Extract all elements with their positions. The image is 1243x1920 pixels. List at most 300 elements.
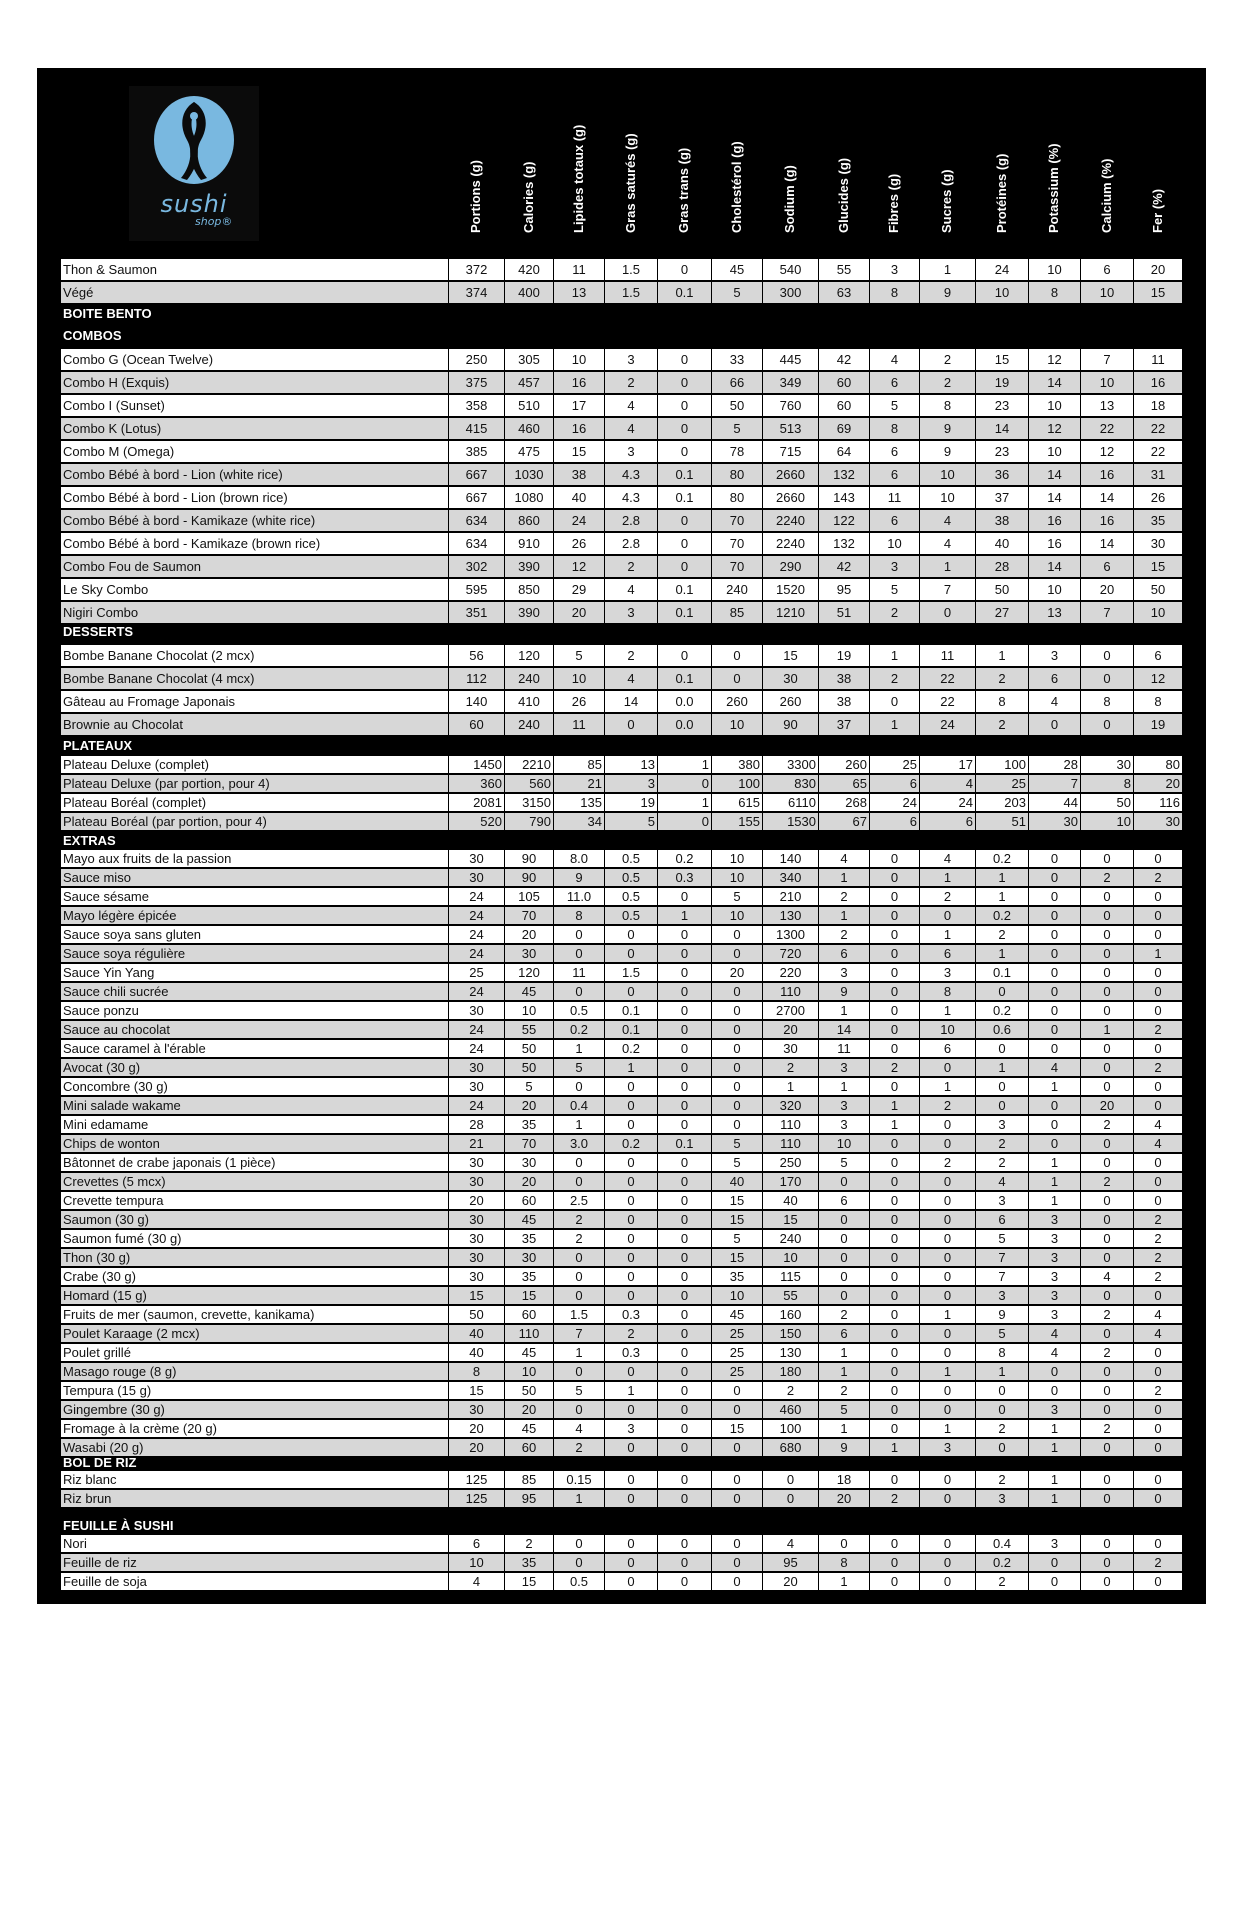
nutrient-value: 0 [919, 1471, 975, 1488]
logo-subtitle: shop® [195, 215, 233, 228]
nutrient-value: 0 [604, 1287, 657, 1304]
table-row [61, 1040, 1182, 1058]
nutrient-value: 1 [919, 1002, 975, 1019]
nutrient-value: 1 [818, 1573, 869, 1590]
nutrition-sheet [37, 68, 1206, 1604]
item-name: Combo Bébé à bord - Kamikaze (white rice) [63, 513, 316, 528]
nutrient-value: 3300 [762, 756, 818, 773]
nutrient-value: 3 [1028, 1535, 1080, 1552]
nutrient-value: 0 [919, 1211, 975, 1228]
nutrient-value: 24 [975, 259, 1028, 280]
nutrient-value: 0 [869, 1249, 919, 1266]
nutrient-value: 5 [553, 1382, 604, 1399]
table-row [61, 1059, 1182, 1077]
nutrient-value: 10 [504, 1002, 553, 1019]
item-name: Mayo aux fruits de la passion [63, 851, 232, 866]
nutrient-value: 7 [1080, 602, 1133, 623]
nutrient-value: 374 [448, 282, 504, 303]
nutrient-value: 3 [975, 1192, 1028, 1209]
nutrient-value: 120 [504, 645, 553, 666]
nutrient-value: 2.5 [553, 1192, 604, 1209]
nutrient-value: 1 [869, 1116, 919, 1133]
nutrient-value: 23 [975, 395, 1028, 416]
nutrient-value: 4 [604, 668, 657, 689]
nutrient-value: 6 [818, 1325, 869, 1342]
nutrient-value: 0 [711, 1401, 762, 1418]
nutrient-value: 1 [1028, 1420, 1080, 1437]
nutrient-value: 0 [975, 1401, 1028, 1418]
nutrient-value: 5 [975, 1230, 1028, 1247]
nutrient-value: 16 [1028, 533, 1080, 554]
nutrient-value: 10 [553, 349, 604, 370]
nutrient-value: 9 [818, 983, 869, 1000]
nutrient-value: 50 [504, 1059, 553, 1076]
nutrient-value: 9 [975, 1306, 1028, 1323]
nutrient-value: 0 [711, 983, 762, 1000]
nutrient-value: 1 [818, 1344, 869, 1361]
nutrient-value: 0 [919, 1535, 975, 1552]
nutrient-value: 12 [1133, 668, 1182, 689]
nutrient-value: 20 [448, 1420, 504, 1437]
nutrient-value: 80 [711, 487, 762, 508]
nutrient-value: 0 [919, 602, 975, 623]
nutrient-value: 15 [711, 1192, 762, 1209]
nutrient-value: 40 [975, 533, 1028, 554]
nutrient-value: 11 [553, 259, 604, 280]
table-row [61, 964, 1182, 982]
table-row [61, 487, 1182, 509]
nutrient-value: 1 [919, 556, 975, 577]
nutrient-value: 8 [1133, 691, 1182, 712]
nutrient-value: 0 [1080, 1573, 1133, 1590]
nutrient-value: 20 [504, 1401, 553, 1418]
section-title: PLATEAUX [63, 738, 133, 753]
nutrient-value: 60 [504, 1439, 553, 1456]
nutrient-value: 20 [762, 1573, 818, 1590]
nutrient-value: 0 [657, 510, 711, 531]
nutrient-value: 2 [1080, 869, 1133, 886]
nutrient-value: 90 [504, 850, 553, 867]
nutrient-value: 35 [504, 1268, 553, 1285]
nutrient-value: 110 [762, 1135, 818, 1152]
item-name: Plateau Deluxe (complet) [63, 757, 209, 772]
nutrient-value: 0 [553, 1268, 604, 1285]
nutrient-value: 35 [1133, 510, 1182, 531]
nutrient-value: 0 [869, 1154, 919, 1171]
nutrient-value: 15 [504, 1287, 553, 1304]
nutrient-value: 78 [711, 441, 762, 462]
nutrient-value: 2 [1080, 1116, 1133, 1133]
nutrient-value: 0 [919, 1059, 975, 1076]
nutrient-value: 55 [818, 259, 869, 280]
nutrient-value: 1 [818, 1002, 869, 1019]
nutrient-value: 1 [604, 1059, 657, 1076]
table-row [61, 813, 1182, 831]
nutrient-value: 0 [1028, 1097, 1080, 1114]
table-row [61, 794, 1182, 812]
nutrient-value: 11.0 [553, 888, 604, 905]
nutrient-value: 22 [1133, 418, 1182, 439]
nutrient-value: 3 [604, 1420, 657, 1437]
nutrient-value: 0 [1133, 1192, 1182, 1209]
table-row [61, 1268, 1182, 1286]
nutrient-value: 30 [448, 1173, 504, 1190]
nutrient-value: 0.1 [657, 579, 711, 600]
table-row [61, 1097, 1182, 1115]
nutrient-value: 0.1 [657, 282, 711, 303]
nutrient-value: 30 [448, 1401, 504, 1418]
nutrient-value: 0 [1028, 1116, 1080, 1133]
nutrient-value: 125 [448, 1471, 504, 1488]
nutrient-value: 0 [1133, 1439, 1182, 1456]
nutrient-value: 0 [604, 1490, 657, 1507]
nutrient-value: 0 [1028, 1382, 1080, 1399]
nutrient-value: 0.1 [604, 1021, 657, 1038]
nutrient-value: 3 [604, 349, 657, 370]
nutrient-value: 10 [711, 907, 762, 924]
nutrient-value: 850 [504, 579, 553, 600]
nutrient-value: 615 [711, 794, 762, 811]
item-name: Sauce ponzu [63, 1003, 139, 1018]
nutrient-value: 0 [657, 1573, 711, 1590]
table-row [61, 1135, 1182, 1153]
nutrient-value: 0 [869, 1401, 919, 1418]
nutrient-value: 10 [1133, 602, 1182, 623]
column-header-label: Fibres (g) [886, 173, 901, 233]
column-header-label: Protéines (g) [993, 153, 1009, 233]
item-name: Fromage à la crème (20 g) [63, 1421, 217, 1436]
nutrient-value: 115 [762, 1268, 818, 1285]
nutrient-value: 60 [818, 372, 869, 393]
nutrient-value: 50 [504, 1040, 553, 1057]
item-name: Sauce miso [63, 870, 131, 885]
nutrient-value: 0 [1080, 850, 1133, 867]
nutrient-value: 4 [1080, 1268, 1133, 1285]
nutrient-value: 6 [919, 945, 975, 962]
nutrient-value: 5 [869, 395, 919, 416]
column-header-label: Calcium (%) [1098, 158, 1114, 233]
nutrient-value: 0 [553, 1401, 604, 1418]
nutrient-value: 0 [657, 1420, 711, 1437]
nutrient-value: 0 [919, 907, 975, 924]
nutrient-value: 0 [975, 983, 1028, 1000]
nutrient-value: 0.2 [975, 907, 1028, 924]
item-name: Combo G (Ocean Twelve) [63, 352, 214, 367]
nutrient-value: 60 [448, 714, 504, 735]
nutrient-value: 8 [975, 691, 1028, 712]
nutrient-value: 0 [869, 1554, 919, 1571]
nutrient-value: 10 [448, 1554, 504, 1571]
nutrient-value: 460 [504, 418, 553, 439]
nutrient-value: 0.3 [604, 1306, 657, 1323]
nutrient-value: 4 [604, 395, 657, 416]
nutrient-value: 70 [711, 556, 762, 577]
nutrient-value: 30 [448, 1078, 504, 1095]
nutrient-value: 36 [975, 464, 1028, 485]
nutrient-value: 203 [975, 794, 1028, 811]
nutrient-value: 0 [919, 1173, 975, 1190]
nutrient-value: 6 [1080, 259, 1133, 280]
nutrient-value: 0 [818, 1535, 869, 1552]
nutrient-value: 10 [1080, 372, 1133, 393]
item-name: Combo H (Exquis) [63, 375, 170, 390]
nutrient-value: 3 [818, 1059, 869, 1076]
nutrient-value: 22 [919, 691, 975, 712]
nutrient-value: 250 [762, 1154, 818, 1171]
table-row [61, 714, 1182, 736]
nutrient-value: 0 [1080, 1059, 1133, 1076]
nutrient-value: 6 [869, 775, 919, 792]
nutrient-value: 0.5 [553, 1573, 604, 1590]
nutrient-value: 8 [1080, 775, 1133, 792]
nutrient-value: 3 [604, 602, 657, 623]
column-header-label: Cholestérol (g) [728, 141, 744, 233]
nutrient-value: 45 [504, 1211, 553, 1228]
nutrient-value: 0.2 [604, 1135, 657, 1152]
nutrient-value: 30 [1133, 533, 1182, 554]
nutrient-value: 38 [818, 668, 869, 689]
nutrient-value: 0 [657, 1268, 711, 1285]
nutrient-value: 0 [711, 1554, 762, 1571]
table-row [61, 1382, 1182, 1400]
nutrient-value: 14 [1028, 372, 1080, 393]
nutrient-value: 6 [1133, 645, 1182, 666]
nutrient-value: 0 [1028, 1135, 1080, 1152]
nutrient-value: 2 [919, 1154, 975, 1171]
nutrient-value: 4 [1028, 1325, 1080, 1342]
column-header-label: Potassium (%) [1046, 143, 1061, 233]
nutrient-value: 116 [1133, 794, 1182, 811]
nutrient-value: 910 [504, 533, 553, 554]
nutrient-value: 2 [869, 1059, 919, 1076]
table-row [61, 691, 1182, 713]
nutrient-value: 3 [1028, 645, 1080, 666]
nutrient-value: 0 [1133, 1535, 1182, 1552]
nutrition-table [37, 68, 1206, 1604]
nutrient-value: 415 [448, 418, 504, 439]
table-row [61, 983, 1182, 1001]
nutrient-value: 25 [711, 1344, 762, 1361]
item-name: Bombe Banane Chocolat (4 mcx) [63, 671, 255, 686]
nutrient-value: 5 [818, 1154, 869, 1171]
nutrient-value: 0 [553, 1535, 604, 1552]
nutrient-value: 1 [975, 888, 1028, 905]
nutrient-value: 0 [1133, 1344, 1182, 1361]
nutrient-value: 14 [1080, 533, 1133, 554]
nutrient-value: 1 [919, 1306, 975, 1323]
nutrient-value: 0 [604, 1401, 657, 1418]
nutrient-value: 240 [762, 1230, 818, 1247]
nutrient-value: 6 [818, 1192, 869, 1209]
nutrient-value: 20 [711, 964, 762, 981]
nutrient-value: 0.2 [553, 1021, 604, 1038]
nutrient-value: 11 [818, 1040, 869, 1057]
nutrient-value: 634 [448, 510, 504, 531]
nutrient-value: 2 [869, 602, 919, 623]
nutrient-value: 25 [448, 964, 504, 981]
nutrient-value: 8 [975, 1344, 1028, 1361]
item-name: Saumon fumé (30 g) [63, 1231, 182, 1246]
nutrient-value: 4 [1133, 1135, 1182, 1152]
table-row [61, 464, 1182, 486]
nutrient-value: 2 [919, 372, 975, 393]
nutrient-value: 0 [711, 1002, 762, 1019]
nutrient-value: 1 [975, 645, 1028, 666]
nutrient-value: 8.0 [553, 850, 604, 867]
nutrient-value: 2660 [762, 487, 818, 508]
nutrient-value: 4.3 [604, 464, 657, 485]
nutrient-value: 0 [657, 1535, 711, 1552]
item-name: Poulet Karaage (2 mcx) [63, 1326, 200, 1341]
nutrient-value: 0 [657, 1344, 711, 1361]
nutrient-value: 0 [604, 1268, 657, 1285]
nutrient-value: 2 [553, 1230, 604, 1247]
nutrient-value: 24 [448, 926, 504, 943]
nutrient-value: 0 [1080, 645, 1133, 666]
nutrient-value: 0 [919, 1490, 975, 1507]
nutrient-value: 1 [1028, 1490, 1080, 1507]
nutrient-value: 0 [657, 1249, 711, 1266]
nutrient-value: 15 [762, 645, 818, 666]
table-row [61, 1002, 1182, 1020]
nutrient-value: 372 [448, 259, 504, 280]
nutrient-value: 0 [657, 926, 711, 943]
table-row [61, 1306, 1182, 1324]
nutrient-value: 10 [762, 1249, 818, 1266]
nutrient-value: 0 [657, 1059, 711, 1076]
nutrient-value: 790 [504, 813, 553, 830]
item-name: Homard (15 g) [63, 1288, 147, 1303]
nutrient-value: 16 [1028, 510, 1080, 531]
nutrient-value: 8 [818, 1554, 869, 1571]
nutrient-value: 2 [1133, 1554, 1182, 1571]
table-row [61, 907, 1182, 925]
nutrient-value: 1 [869, 1439, 919, 1456]
item-name: Gingembre (30 g) [63, 1402, 165, 1417]
nutrient-value: 0 [657, 1401, 711, 1418]
nutrient-value: 30 [504, 1249, 553, 1266]
nutrient-value: 45 [504, 1420, 553, 1437]
nutrient-value: 0 [604, 1363, 657, 1380]
nutrient-value: 35 [504, 1230, 553, 1247]
table-row [61, 1325, 1182, 1343]
nutrient-value: 5 [818, 1401, 869, 1418]
nutrient-value: 3 [1028, 1230, 1080, 1247]
nutrient-value: 19 [1133, 714, 1182, 735]
nutrient-value: 460 [762, 1401, 818, 1418]
nutrient-value: 0 [975, 1078, 1028, 1095]
table-row [61, 668, 1182, 690]
nutrient-value: 26 [553, 533, 604, 554]
item-name: Sauce soya régulière [63, 946, 186, 961]
nutrient-value: 0 [1028, 926, 1080, 943]
nutrient-value: 5 [504, 1078, 553, 1095]
nutrient-value: 19 [975, 372, 1028, 393]
nutrient-value: 0 [869, 888, 919, 905]
nutrient-value: 10 [1028, 441, 1080, 462]
nutrient-value: 0 [1133, 1471, 1182, 1488]
nutrient-value: 0 [604, 945, 657, 962]
nutrient-value: 6 [919, 1040, 975, 1057]
section-title: BOL DE RIZ [63, 1456, 137, 1470]
nutrient-value: 8 [1080, 691, 1133, 712]
nutrient-value: 0 [869, 1382, 919, 1399]
nutrient-value: 0 [657, 1040, 711, 1057]
nutrient-value: 20 [553, 602, 604, 623]
nutrient-value: 1 [919, 259, 975, 280]
nutrient-value: 0 [1133, 1040, 1182, 1057]
nutrient-value: 0 [869, 1573, 919, 1590]
nutrient-value: 0.2 [975, 1554, 1028, 1571]
nutrient-value: 0 [1028, 1002, 1080, 1019]
nutrient-value: 0 [1028, 1363, 1080, 1380]
nutrient-value: 2 [869, 1490, 919, 1507]
nutrient-value: 1530 [762, 813, 818, 830]
nutrient-value: 0 [1080, 1211, 1133, 1228]
table-row [61, 1021, 1182, 1039]
nutrient-value: 0 [1133, 1154, 1182, 1171]
nutrient-value: 240 [504, 668, 553, 689]
column-header-label: Glucides (g) [835, 157, 851, 233]
nutrient-value: 15 [1133, 556, 1182, 577]
nutrient-value: 37 [818, 714, 869, 735]
nutrient-value: 15 [711, 1211, 762, 1228]
nutrient-value: 0 [657, 395, 711, 416]
nutrient-value: 560 [504, 775, 553, 792]
item-name: Feuille de riz [63, 1555, 137, 1570]
nutrient-value: 0 [553, 1287, 604, 1304]
nutrient-value: 0 [604, 1554, 657, 1571]
nutrient-value: 260 [711, 691, 762, 712]
nutrient-value: 0 [869, 1363, 919, 1380]
nutrient-value: 10 [711, 714, 762, 735]
nutrient-value: 24 [919, 714, 975, 735]
nutrient-value: 0 [711, 945, 762, 962]
nutrient-value: 5 [711, 418, 762, 439]
nutrient-value: 5 [553, 1059, 604, 1076]
nutrient-value: 0 [869, 1268, 919, 1285]
nutrient-value: 2 [1133, 869, 1182, 886]
nutrient-value: 0 [869, 1287, 919, 1304]
table-row [61, 395, 1182, 417]
nutrient-value: 0.1 [657, 464, 711, 485]
nutrient-value: 4.3 [604, 487, 657, 508]
nutrient-value: 305 [504, 349, 553, 370]
nutrient-value: 30 [448, 1268, 504, 1285]
nutrient-value: 30 [504, 945, 553, 962]
nutrient-value: 20 [448, 1439, 504, 1456]
item-name: Plateau Boréal (par portion, pour 4) [63, 814, 267, 829]
nutrient-value: 2 [1133, 1230, 1182, 1247]
nutrient-value: 2081 [448, 794, 504, 811]
nutrient-value: 20 [504, 1173, 553, 1190]
nutrient-value: 1 [762, 1078, 818, 1095]
nutrient-value: 0 [657, 1116, 711, 1133]
nutrient-value: 0 [1080, 1135, 1133, 1152]
nutrient-value: 3 [604, 441, 657, 462]
nutrient-value: 26 [1133, 487, 1182, 508]
column-header-label: Sucres (g) [939, 169, 954, 233]
nutrient-value: 0 [919, 1554, 975, 1571]
nutrient-value: 24 [448, 1021, 504, 1038]
nutrient-value: 7 [1028, 775, 1080, 792]
nutrient-value: 358 [448, 395, 504, 416]
nutrient-value: 0 [1080, 1154, 1133, 1171]
table-row [61, 1471, 1182, 1489]
nutrient-value: 2 [818, 888, 869, 905]
nutrient-value: 15 [975, 349, 1028, 370]
nutrient-value: 0.2 [657, 850, 711, 867]
